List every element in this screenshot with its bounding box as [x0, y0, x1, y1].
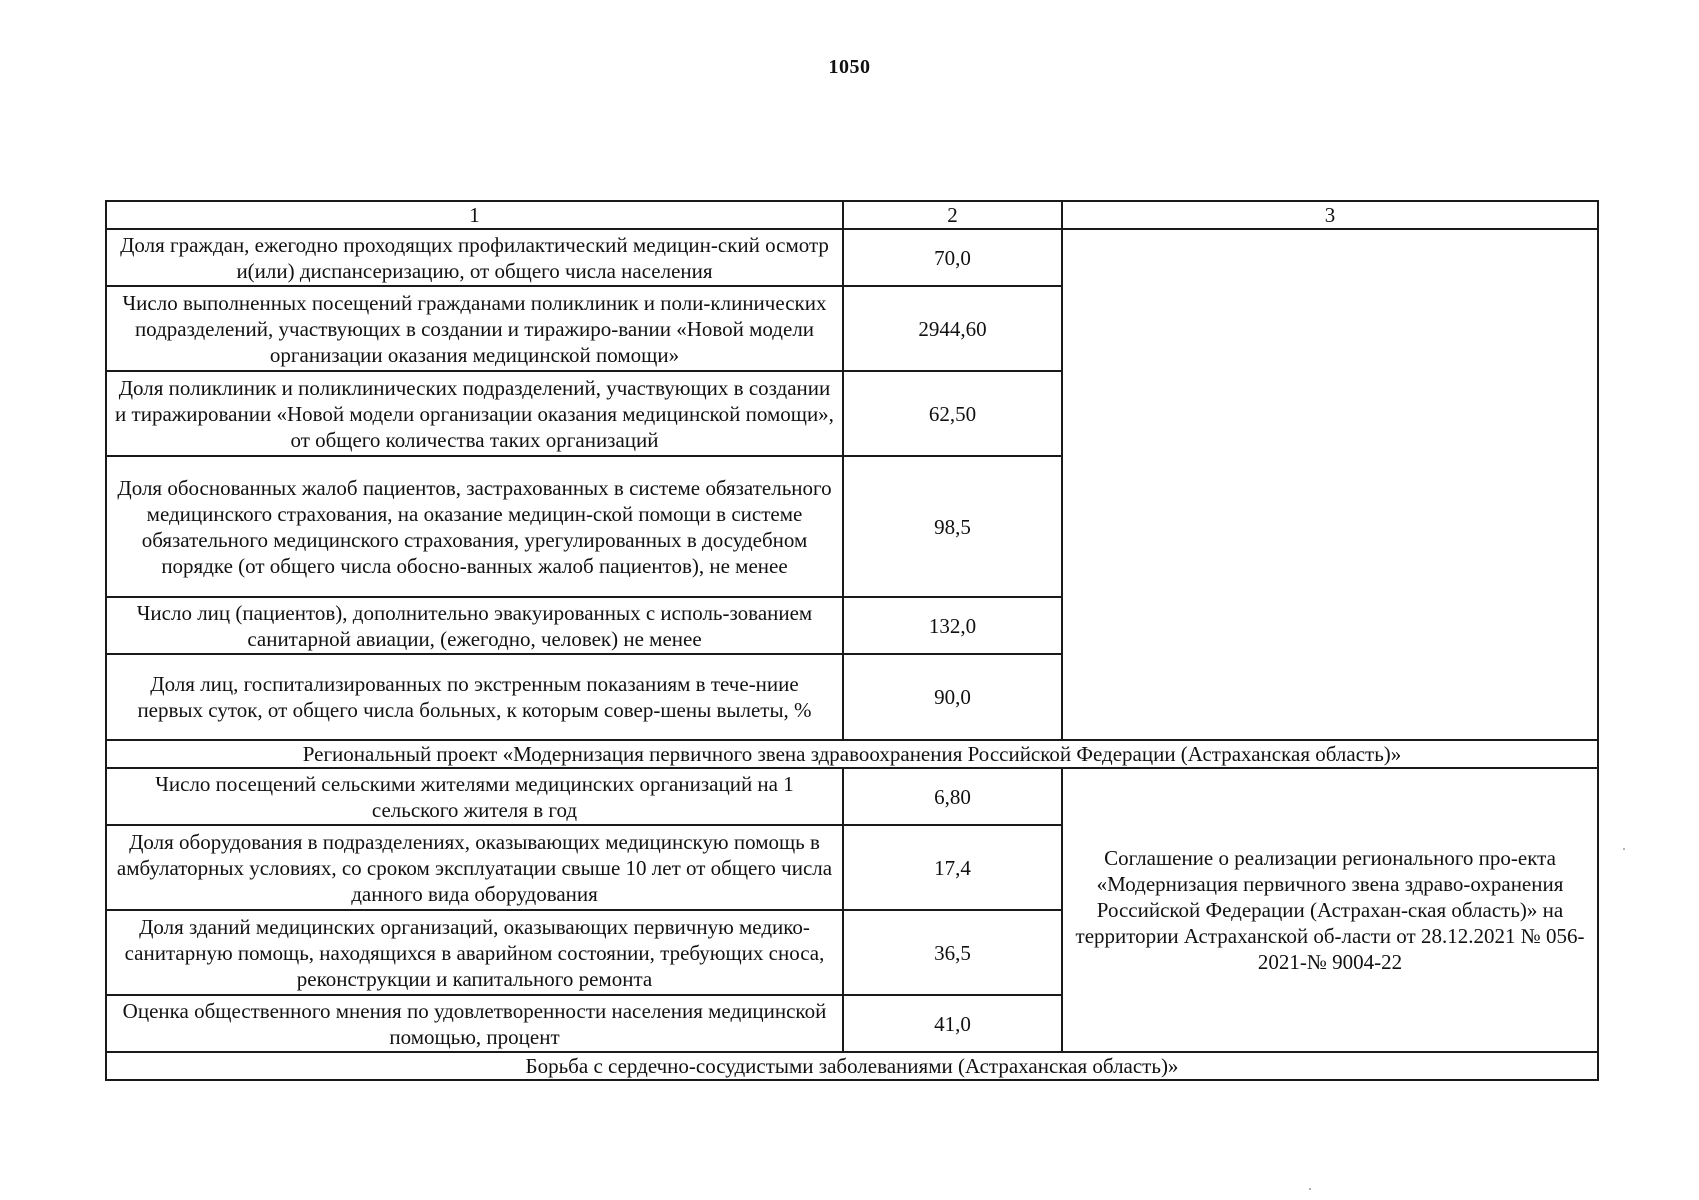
- indicator-value: 41,0: [843, 995, 1062, 1052]
- table-row: [106, 768, 1598, 825]
- page-number: 1050: [828, 56, 871, 78]
- source-cell-empty: [1062, 229, 1598, 740]
- indicators-table: [105, 200, 1599, 1081]
- indicator-name: Оценка общественного мнения по удовлетворенности населения медицинской помощью, процент: [106, 995, 843, 1052]
- indicator-name: Число посещений сельскими жителями медицинских организаций на 1 сельского жителя в год: [106, 768, 843, 825]
- indicator-name: Доля оборудования в подразделениях, оказывающих медицинскую помощь в амбулаторных условиях, со сроком эксплуатации свыше 10 лет от общего числа данного вида оборудования: [106, 825, 843, 910]
- indicator-name: Число лиц (пациентов), дополнительно эвакуированных с исполь-зованием санитарной авиации, (ежегодно, человек) не менее: [106, 597, 843, 654]
- indicator-value: 70,0: [843, 229, 1062, 286]
- indicator-name: Число выполненных посещений гражданами поликлиник и поли-клинических подразделений, участвующих в создании и тиражиро-вании «Новой модели организации оказания медицинской помощи»: [106, 286, 843, 371]
- table-header-row: [106, 201, 1598, 229]
- indicator-value: 36,5: [843, 910, 1062, 995]
- column-header-2: 2: [843, 201, 1062, 229]
- indicator-value: 17,4: [843, 825, 1062, 910]
- indicator-name: Доля обоснованных жалоб пациентов, застрахованных в системе обязательного медицинского страхования, на оказание медицин-ской помощи в системе обязательного медицинского страхования, урегулированных в досудебном порядке (от общего числа обосно-ванных жалоб пациентов), не менее: [106, 456, 843, 597]
- indicator-name: Доля поликлиник и поликлинических подразделений, участвующих в создании и тиражировании «Новой модели организации оказания медицинской помощи», от общего количества таких организаций: [106, 371, 843, 456]
- section-title-cardiovascular: Борьба с сердечно-сосудистыми заболеваниями (Астраханская область)»: [106, 1052, 1598, 1080]
- section-title-primary-care: Региональный проект «Модернизация первичного звена здравоохранения Российской Федерации (Астраханская область)»: [106, 740, 1598, 768]
- scan-speck: [1623, 848, 1625, 850]
- indicator-value: 6,80: [843, 768, 1062, 825]
- indicator-value: 132,0: [843, 597, 1062, 654]
- section-row: [106, 740, 1598, 768]
- source-agreement-text: Соглашение о реализации регионального про-екта «Модернизация первичного звена здраво-охранения Российской Федерации (Астрахан-ская область)» на территории Астраханской об-ласти от 28.12.2021 № 056-2021-№ 9004-22: [1062, 768, 1598, 1052]
- column-header-1: 1: [106, 201, 843, 229]
- indicator-value: 90,0: [843, 654, 1062, 740]
- indicator-name: Доля граждан, ежегодно проходящих профилактический медицин-ский осмотр и(или) диспансеризацию, от общего числа населения: [106, 229, 843, 286]
- indicator-value: 98,5: [843, 456, 1062, 597]
- indicator-name: Доля лиц, госпитализированных по экстренным показаниям в тече-ниие первых суток, от общего числа больных, к которым совер-шены вылеты, %: [106, 654, 843, 740]
- indicator-name: Доля зданий медицинских организаций, оказывающих первичную медико-санитарную помощь, находящихся в аварийном состоянии, требующих сноса, реконструкции и капитального ремонта: [106, 910, 843, 995]
- column-header-3: 3: [1062, 201, 1598, 229]
- indicator-value: 2944,60: [843, 286, 1062, 371]
- section-row: [106, 1052, 1598, 1080]
- indicator-value: 62,50: [843, 371, 1062, 456]
- scan-speck: [1309, 1188, 1311, 1190]
- table-row: [106, 229, 1598, 286]
